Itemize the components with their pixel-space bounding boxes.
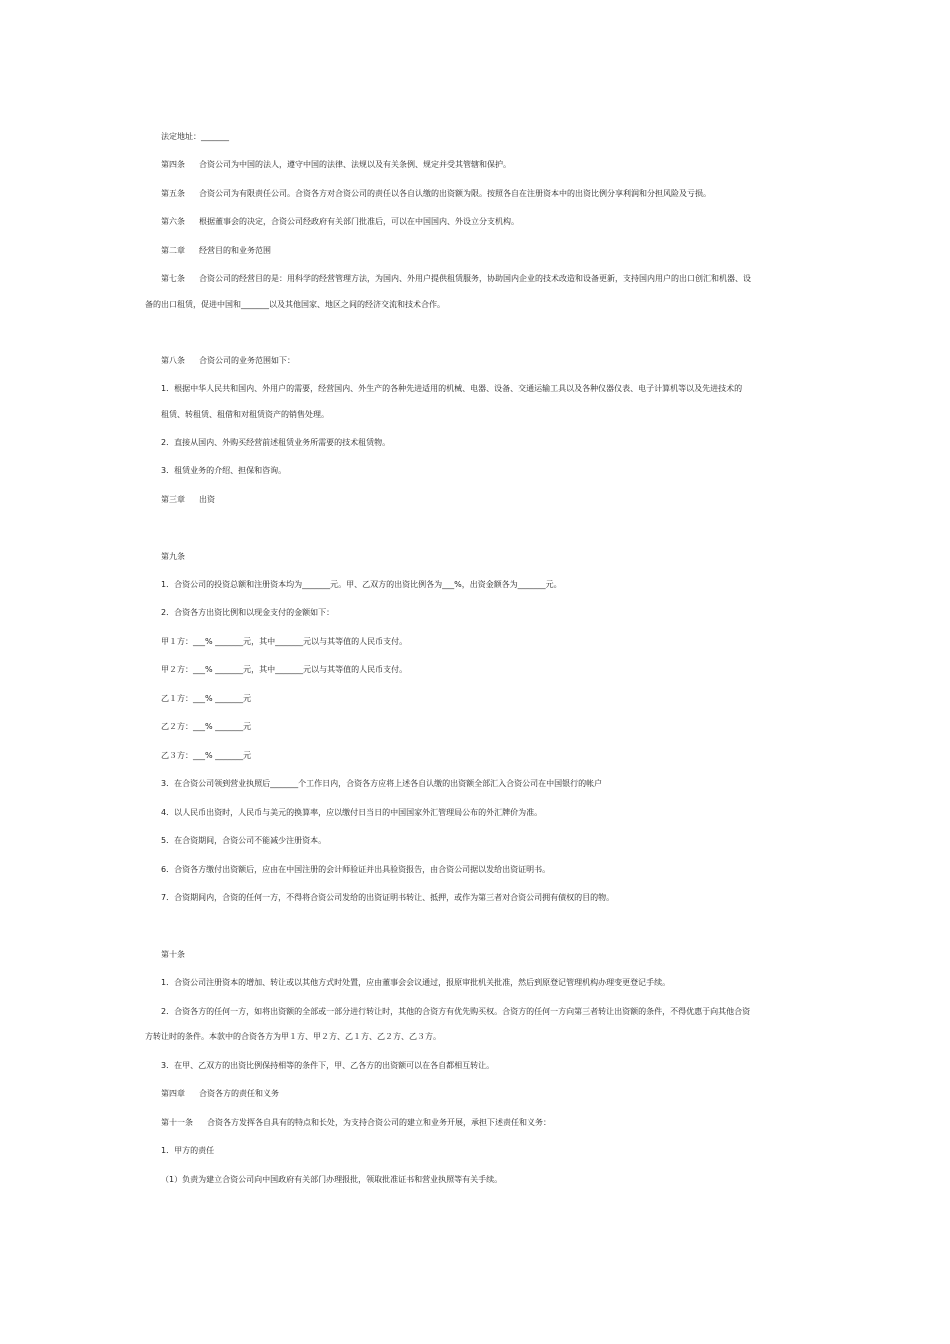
legal-address-line: 法定地址：_______ — [161, 132, 229, 141]
article-number: 第六条 — [161, 217, 185, 226]
article-10-heading: 第十条 — [161, 950, 185, 959]
list-item: 1．合资公司注册资本的增加、转让或以其他方式时处置，应由董事会会议通过，报原审批机关批准，然后到原登记管理机构办理变更登记手续。 — [161, 978, 671, 987]
list-item: 6．合资各方缴付出资额后，应由在中国注册的会计师验证并出具验资报告，由合资公司据以发给出资证明书。 — [161, 865, 551, 874]
chapter-number: 第二章 — [161, 246, 185, 255]
list-item-continuation: 方转让时的条件。本款中的合资各方为甲１方、甲２方、乙１方、乙２方、乙３方。 — [145, 1032, 441, 1041]
article-9-heading: 第九条 — [161, 552, 185, 561]
article-number: 第五条 — [161, 189, 185, 198]
article-text: 合资公司为中国的法人，遵守中国的法律、法规以及有关条例、规定并受其管辖和保护。 — [199, 160, 511, 169]
chapter-title: 出资 — [199, 495, 215, 504]
chapter-number: 第四章 — [161, 1089, 185, 1098]
chapter-number: 第三章 — [161, 495, 185, 504]
list-item: 1．合资公司的投资总额和注册资本均为_______元。甲、乙双方的出资比例各为___%，出资金额各为_______元。 — [161, 580, 562, 589]
chapter-2-heading — [161, 246, 271, 256]
list-item: 2．直接从国内、外购买经营前述租赁业务所需要的技术租赁物。 — [161, 438, 391, 447]
party-line: 甲２方：___% _______元，其中_______元以与其等值的人民币支付。 — [161, 665, 408, 674]
article-7-continuation: 备的出口租赁，促进中国和_______以及其他国家、地区之间的经济交流和技术合作。 — [145, 300, 445, 309]
article-5 — [161, 189, 711, 199]
article-text: 合资公司的经营目的是：用科学的经营管理方法，为国内、外用户提供租赁服务，协助国内企业的技术改造和设备更新，支持国内用户的出口创汇和机器、设 — [199, 274, 751, 283]
party-line: 甲１方：___% _______元，其中_______元以与其等值的人民币支付。 — [161, 637, 408, 646]
list-item: 3．在甲、乙双方的出资比例保持相等的条件下，甲、乙各方的出资额可以在各自都相互转让。 — [161, 1061, 495, 1070]
article-11 — [161, 1118, 551, 1128]
article-7 — [161, 274, 751, 284]
article-number: 第四条 — [161, 160, 185, 169]
list-item: 3．在合资公司领到营业执照后_______个工作日内，合资各方应将上述各自认缴的出资额全部汇入合资公司在中国银行的帐户 — [161, 779, 603, 788]
chapter-title: 合资各方的责任和义务 — [199, 1089, 279, 1098]
sub-list-item: （1）负责为建立合资公司向中国政府有关部门办理报批，领取批准证书和营业执照等有关手续。 — [161, 1175, 503, 1184]
party-line: 乙１方：___% _______元 — [161, 694, 252, 703]
list-item: 4．以人民币出资时，人民币与美元的换算率，应以缴付日当日的中国国家外汇管理局公布的外汇牌价为准。 — [161, 808, 543, 817]
chapter-title: 经营目的和业务范围 — [199, 246, 271, 255]
chapter-3-heading — [161, 495, 215, 505]
list-item: 2．合资各方出资比例和以现金支付的金额如下： — [161, 608, 335, 617]
article-text: 合资各方发挥各自具有的特点和长处，为支持合资公司的建立和业务开展，承担下述责任和义务： — [207, 1118, 551, 1127]
party-line: 乙３方：___% _______元 — [161, 751, 252, 760]
chapter-4-heading — [161, 1089, 279, 1099]
party-line: 乙２方：___% _______元 — [161, 722, 252, 731]
list-item: 3．租赁业务的介绍、担保和咨询。 — [161, 466, 287, 475]
article-number: 第八条 — [161, 356, 185, 365]
article-6 — [161, 217, 519, 227]
article-text: 根据董事会的决定，合资公司经政府有关部门批准后，可以在中国国内、外设立分支机构。 — [199, 217, 519, 226]
article-text: 合资公司为有限责任公司。合资各方对合资公司的责任以各自认缴的出资额为限。按照各自在注册资本中的出资比例分享利润和分担风险及亏损。 — [199, 189, 711, 198]
article-8 — [161, 356, 295, 366]
article-number: 第七条 — [161, 274, 185, 283]
list-item: 5．在合资期间，合资公司不能减少注册资本。 — [161, 836, 327, 845]
article-4 — [161, 160, 511, 170]
list-item-continuation: 租赁、转租赁、租借和对租赁资产的销售处理。 — [161, 410, 329, 419]
list-item: 7．合资期间内，合资的任何一方，不得将合资公司发给的出资证明书转让、抵押，或作为第三者对合资公司拥有债权的目的物。 — [161, 893, 615, 902]
article-text: 合资公司的业务范围如下： — [199, 356, 295, 365]
list-item: 1．根据中华人民共和国内、外用户的需要，经营国内、外生产的各种先进适用的机械、电器、设备、交通运输工具以及各种仪器仪表、电子计算机等以及先进技术的 — [161, 384, 743, 393]
list-item: 2．合资各方的任何一方，如将出资额的全部或一部分进行转让时，其他的合资方有优先购买权。合资方的任何一方向第三者转让出资额的条件，不得优惠于向其他合资 — [161, 1007, 751, 1016]
list-item: 1．甲方的责任 — [161, 1146, 215, 1155]
article-number: 第十一条 — [161, 1118, 193, 1127]
